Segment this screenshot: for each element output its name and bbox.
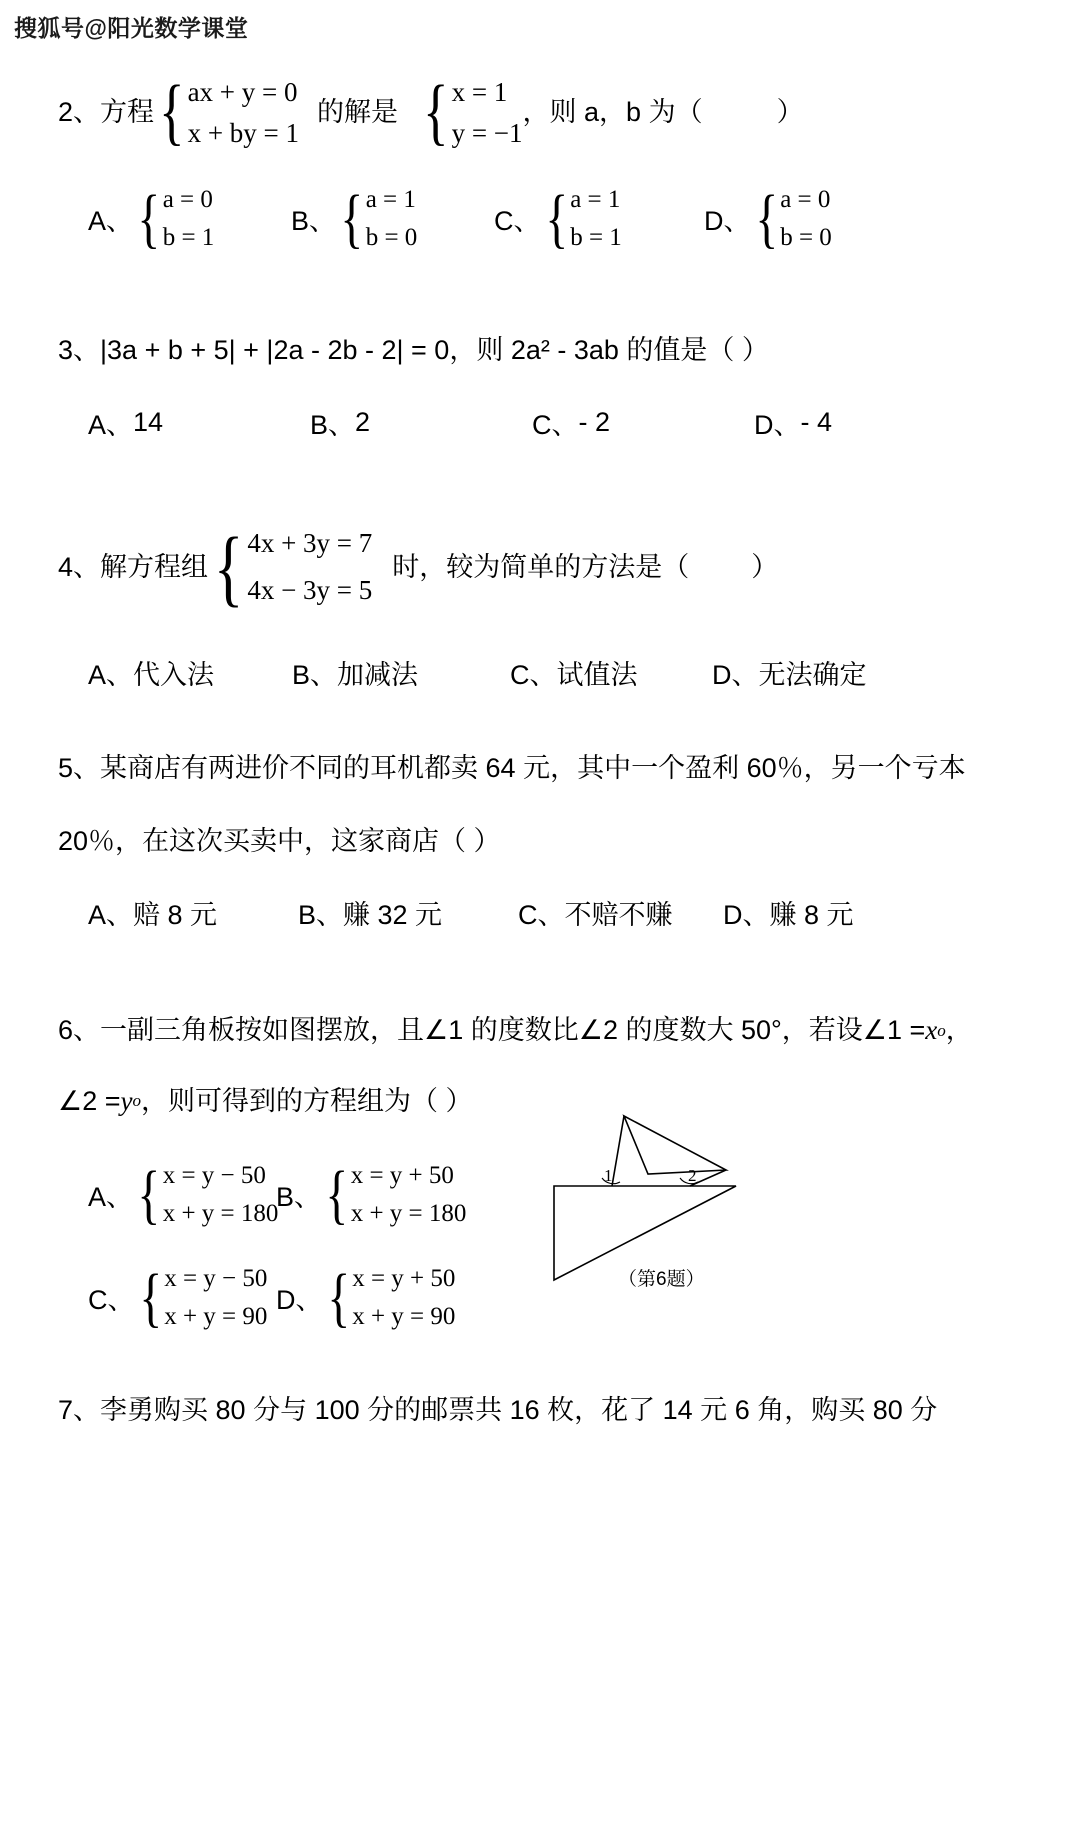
figure-caption: （第6题）: [618, 1269, 705, 1290]
option-text: 14: [133, 406, 164, 437]
small-triangle: [624, 1116, 726, 1174]
option-system: [135, 1260, 268, 1335]
question-3-options: [0, 403, 1080, 442]
question-5-line-2: [0, 821, 1080, 862]
question-7-number: 7、: [58, 1395, 101, 1425]
question-6-line-1: [0, 1010, 1080, 1051]
question-2-number: 2、: [58, 97, 101, 128]
option-label: A、: [88, 900, 134, 930]
question-2-options: [0, 181, 1080, 256]
question-4-stem-before: 解方程组: [100, 552, 209, 582]
option-label: D、: [723, 900, 770, 930]
option-text: - 4: [800, 406, 833, 437]
angle-1-label: 1: [604, 1166, 613, 1185]
left-brace-icon: {: [137, 181, 161, 255]
question-5-option-a[interactable]: [88, 893, 298, 932]
question-4-stem: [0, 520, 1080, 615]
question-4-option-a[interactable]: [88, 653, 292, 692]
question-6-option-b[interactable]: [276, 1157, 466, 1232]
left-brace-icon: {: [423, 70, 449, 153]
question-6-option-a[interactable]: [88, 1157, 279, 1232]
question-3-stem: [0, 330, 1080, 371]
option-label: B、: [291, 206, 337, 236]
question-5-number: 5、: [58, 753, 101, 783]
question-2-system-2: [418, 72, 523, 153]
question-5-option-d[interactable]: [723, 893, 854, 932]
system-row: b = 0: [365, 223, 418, 251]
apex-to-base-line: [612, 1116, 624, 1186]
option-label: C、: [510, 659, 557, 690]
left-brace-icon: {: [754, 181, 778, 255]
system-row: x + y = 90: [164, 1302, 268, 1330]
question-2-option-a[interactable]: [88, 181, 291, 256]
left-brace-icon: {: [326, 1260, 350, 1334]
question-3-option-d[interactable]: [754, 403, 832, 442]
option-label: D、: [704, 206, 751, 236]
question-2-stem-close: ）: [776, 97, 804, 128]
option-text: 加减法: [337, 659, 419, 690]
question-4-number: 4、: [58, 552, 101, 582]
left-brace-icon: {: [138, 1260, 162, 1334]
system-row: b = 0: [780, 223, 832, 251]
question-4-option-c[interactable]: [510, 653, 712, 692]
system-row: y = −1: [451, 117, 523, 148]
system-row: x = y + 50: [350, 1162, 454, 1189]
option-label: B、: [310, 409, 356, 440]
question-5-option-b[interactable]: [298, 893, 518, 932]
question-6-var-y: y: [120, 1085, 133, 1116]
option-label: B、: [298, 900, 344, 930]
option-label: A、: [88, 206, 134, 236]
option-text: - 2: [578, 406, 611, 437]
question-4-options: [0, 653, 1080, 692]
option-text: 2: [355, 406, 371, 437]
system-row: a = 0: [780, 186, 831, 213]
question-5-text-line-1: 某商店有两进价不同的耳机都卖 64 元，其中一个盈利 60％，另一个亏本: [100, 753, 966, 783]
option-label: A、: [88, 409, 134, 440]
question-6-option-c[interactable]: [88, 1260, 276, 1335]
system-row: 4x + 3y = 7: [247, 528, 373, 558]
question-4-stem-after: 时，较为简单的方法是（: [392, 552, 690, 582]
watermark-text: 搜狐号@阳光数学课堂: [14, 15, 249, 41]
question-6-option-d[interactable]: [276, 1260, 455, 1335]
option-system: [133, 181, 214, 256]
question-3-option-b[interactable]: [310, 403, 532, 442]
system-row: x = y + 50: [352, 1265, 456, 1292]
left-brace-icon: {: [159, 70, 185, 153]
option-label: C、: [532, 409, 579, 440]
system-row: x = y − 50: [164, 1265, 268, 1292]
question-3-option-a[interactable]: [88, 403, 310, 442]
question-6-text-line-2-end: ，则可得到的方程组为（ ）: [140, 1085, 473, 1116]
system-row: ax + y = 0: [187, 77, 298, 107]
left-brace-icon: {: [137, 1157, 161, 1231]
left-brace-icon: {: [213, 518, 244, 615]
question-6-text-line-2-start: ∠2 =: [58, 1085, 121, 1116]
option-label: D、: [276, 1285, 323, 1315]
question-5-text-line-2: 20％，在这次买卖中，这家商店（ ）: [58, 825, 501, 856]
question-4-stem-close: ）: [751, 552, 779, 582]
question-6-var-x: x: [925, 1015, 938, 1045]
option-system: [323, 1260, 456, 1335]
left-brace-icon: {: [325, 1157, 349, 1231]
question-2-stem-middle: 的解是: [317, 97, 399, 128]
option-system: [321, 1157, 466, 1232]
question-7-line-1: [0, 1390, 1080, 1431]
question-4-system: [208, 520, 372, 615]
system-row: b = 1: [162, 223, 215, 251]
option-system: [541, 181, 622, 256]
question-3-option-c[interactable]: [532, 403, 754, 442]
question-5: [0, 748, 1080, 932]
option-label: A、: [88, 1182, 134, 1212]
option-label: D、: [754, 409, 801, 440]
question-6-number: 6、: [58, 1015, 101, 1045]
option-system: [751, 181, 832, 256]
question-3-number: 3、: [58, 335, 101, 365]
question-5-options: [0, 893, 1080, 932]
question-2-option-d[interactable]: [704, 181, 832, 256]
question-6-degree-sup-y: o: [132, 1091, 141, 1110]
question-5-option-c[interactable]: [518, 893, 723, 932]
option-label: C、: [88, 1285, 135, 1315]
question-2-system-1: [154, 72, 299, 153]
question-2-stem: [0, 72, 1080, 153]
option-label: B、: [276, 1182, 322, 1212]
system-row: b = 1: [570, 223, 622, 251]
option-label: C、: [494, 206, 541, 236]
angle-2-label: 2: [688, 1166, 697, 1185]
option-label: A、: [88, 659, 134, 690]
option-label: C、: [518, 900, 565, 930]
question-3-stem-text: |3a + b + 5| + |2a - 2b - 2| = 0，则 2a² - 3ab 的值是（ ）: [100, 335, 769, 365]
question-2-stem-after: ，则 a，b 为（: [522, 97, 703, 128]
option-label: D、: [712, 659, 759, 690]
question-2: [0, 72, 1080, 256]
question-7-text-line-1: 李勇购买 80 分与 100 分的邮票共 16 枚，花了 14 元 6 角，购买 80 分: [100, 1395, 938, 1425]
system-row: a = 1: [570, 186, 621, 213]
system-row: a = 1: [365, 186, 416, 213]
question-4-option-b[interactable]: [292, 653, 510, 692]
option-system: [133, 1157, 278, 1232]
system-row: 4x − 3y = 5: [247, 575, 373, 606]
system-row: x + y = 180: [350, 1199, 467, 1227]
option-text: 赔 8 元: [133, 900, 218, 930]
left-brace-icon: {: [340, 181, 364, 255]
system-row: x = 1: [451, 77, 508, 107]
option-system: [336, 181, 417, 256]
question-4-option-d[interactable]: [712, 653, 867, 692]
question-2-stem-before: 方程: [100, 97, 155, 128]
question-2-option-c[interactable]: [494, 181, 704, 256]
system-row: x = y − 50: [162, 1162, 266, 1189]
option-label: B、: [292, 659, 338, 690]
question-4: [0, 520, 1080, 692]
option-text: 试值法: [556, 659, 638, 690]
question-6-text-line-1-end: ，: [945, 1015, 973, 1045]
question-6-figure: [540, 1098, 790, 1303]
question-6-text-line-1: 一副三角板按如图摆放，且∠1 的度数比∠2 的度数大 50°，若设∠1 =: [100, 1015, 926, 1045]
system-row: x + y = 90: [352, 1302, 456, 1330]
system-row: x + by = 1: [187, 117, 300, 148]
system-row: a = 0: [162, 186, 213, 213]
left-brace-icon: {: [544, 181, 568, 255]
option-text: 不赔不赚: [564, 900, 673, 930]
question-7: [0, 1390, 1080, 1431]
question-2-option-b[interactable]: [291, 181, 494, 256]
question-6-degree-sup-x: o: [937, 1020, 946, 1040]
option-text: 无法确定: [758, 659, 867, 690]
question-3: [0, 330, 1080, 442]
system-row: x + y = 180: [162, 1199, 279, 1227]
option-text: 赚 8 元: [769, 900, 854, 930]
question-5-line-1: [0, 748, 1080, 789]
option-text: 代入法: [133, 659, 215, 690]
option-text: 赚 32 元: [343, 900, 443, 930]
